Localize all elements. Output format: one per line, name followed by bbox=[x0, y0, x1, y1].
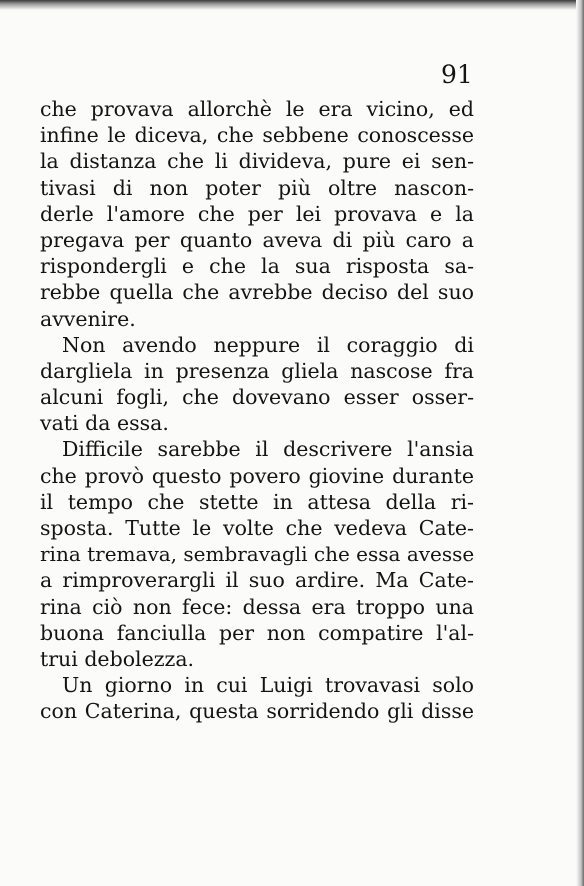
text-line: la distanza che li divideva, pure ei sen- bbox=[40, 149, 474, 174]
text-line: rina ciò non fece: dessa era troppo una bbox=[40, 594, 474, 619]
page-right-edge bbox=[576, 0, 584, 886]
text-line: il tempo che stette in attesa della ri- bbox=[40, 489, 474, 514]
text-line: sposta. Tutte le volte che vedeva Cate- bbox=[40, 516, 474, 540]
text-line: Un giorno in cui Luigi trovavasi solo bbox=[62, 673, 474, 698]
text-line: pregava per quanto aveva di più caro a bbox=[40, 227, 474, 252]
text-line: dargliela in presenza gliela nascose fra bbox=[40, 358, 474, 383]
page-top-edge bbox=[0, 0, 584, 10]
text-line: trui debolezza. bbox=[40, 646, 195, 671]
page-number: 91 bbox=[441, 60, 473, 89]
text-line: avvenire. bbox=[40, 306, 136, 331]
text-line: rina tremava, sembravagli che essa avesse bbox=[40, 542, 475, 567]
text-line: alcuni fogli, che dovevano esser osser- bbox=[40, 385, 474, 410]
body-text bbox=[40, 96, 474, 725]
text-line: buona fanciulla per non compatire l'al- bbox=[40, 620, 474, 645]
text-line: con Caterina, questa sorridendo gli disse bbox=[40, 699, 474, 724]
text-line: che provava allorchè le era vicino, ed bbox=[40, 97, 474, 121]
text-line: rebbe quella che avrebbe deciso del suo bbox=[40, 280, 474, 305]
text-line: infine le diceva, che sebbene conoscesse bbox=[40, 123, 474, 148]
text-line: a rimproverargli il suo ardire. Ma Cate- bbox=[40, 568, 474, 593]
text-line: Difficile sarebbe il descrivere l'ansia bbox=[62, 437, 474, 462]
text-line: tivasi di non poter più oltre nascon- bbox=[40, 175, 474, 200]
text-line: Non avendo neppure il coraggio di bbox=[62, 332, 474, 357]
text-line: che provò questo povero giovine durante bbox=[40, 463, 474, 488]
text-line: rispondergli e che la sua risposta sa- bbox=[40, 254, 474, 279]
text-line: vati da essa. bbox=[40, 411, 169, 436]
text-line: derle l'amore che per lei provava e la bbox=[40, 201, 474, 226]
